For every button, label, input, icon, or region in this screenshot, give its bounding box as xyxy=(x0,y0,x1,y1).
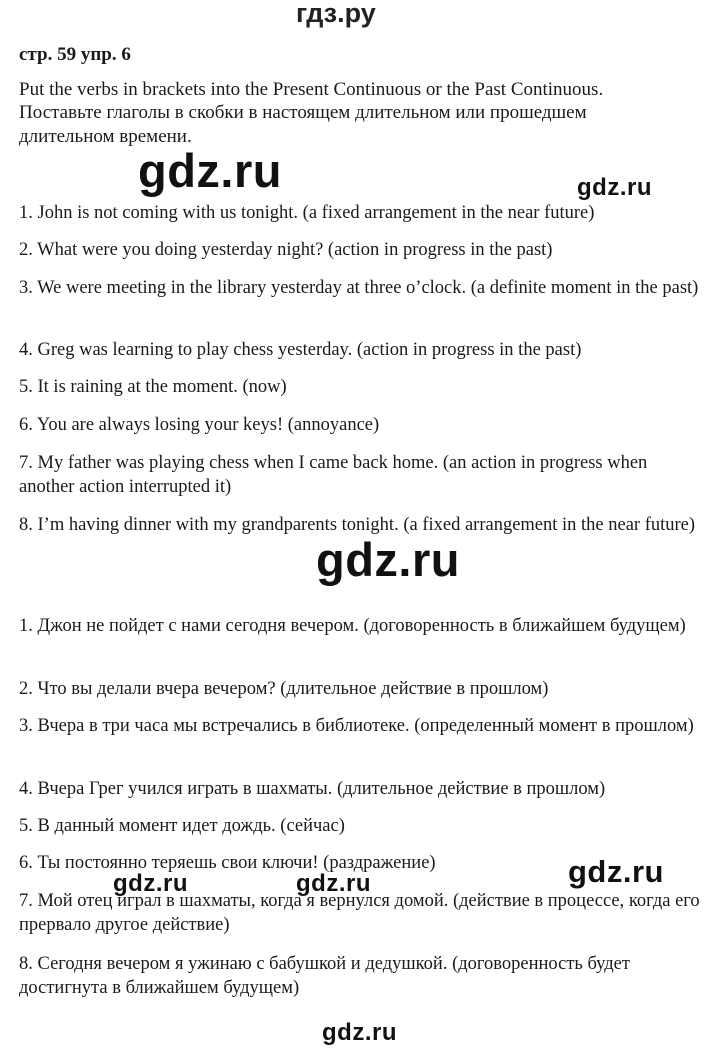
watermark-small-3: gdz.ru xyxy=(296,870,371,897)
answer-ru-4: 4. Вчера Грег учился играть в шахматы. (длительное действие в прошлом) xyxy=(19,779,606,799)
answer-en-5: 5. It is raining at the moment. (now) xyxy=(19,377,287,397)
instructions-en: Put the verbs in brackets into the Present Continuous or the Past Continuous. xyxy=(19,79,604,100)
watermark-small-1: gdz.ru xyxy=(577,174,652,201)
site-watermark-top: гдз.ру xyxy=(296,0,376,28)
answer-ru-6: 6. Ты постоянно теряешь свои ключи! (раздражение) xyxy=(19,853,436,873)
answer-ru-2: 2. Что вы делали вчера вечером? (длительное действие в прошлом) xyxy=(19,679,549,699)
answer-en-2: 2. What were you doing yesterday night? (action in progress in the past) xyxy=(19,240,553,260)
answer-ru-7: 7. Мой отец играл в шахматы, когда я вернулся домой. (действие в процессе, когда его прервало другое действие) xyxy=(19,891,700,935)
answer-en-3: 3. We were meeting in the library yesterday at three o’clock. (a definite moment in the past) xyxy=(19,278,699,298)
watermark-large-2: gdz.ru xyxy=(316,533,460,586)
answer-en-4: 4. Greg was learning to play chess yesterday. (action in progress in the past) xyxy=(19,340,582,360)
watermark-medium-1: gdz.ru xyxy=(568,854,664,889)
answer-ru-3: 3. Вчера в три часа мы встречались в библиотеке. (определенный момент в прошлом) xyxy=(19,716,694,736)
watermark-large-1: gdz.ru xyxy=(138,144,282,197)
answer-en-8: 8. I’m having dinner with my grandparents tonight. (a fixed arrangement in the near future) xyxy=(19,515,696,535)
answer-en-6: 6. You are always losing your keys! (annoyance) xyxy=(19,415,380,435)
watermark-bottom: gdz.ru xyxy=(322,1019,397,1046)
watermark-small-2: gdz.ru xyxy=(113,870,188,897)
answer-ru-8: 8. Сегодня вечером я ужинаю с бабушкой и дедушкой. (договоренность будет достигнута в ближайшем будущем) xyxy=(19,954,630,998)
answer-en-1: 1. John is not coming with us tonight. (a fixed arrangement in the near future) xyxy=(19,203,595,223)
answer-en-7: 7. My father was playing chess when I came back home. (an action in progress when another action interrupted it) xyxy=(19,453,648,497)
page-heading: стр. 59 упр. 6 xyxy=(19,44,131,65)
instructions-ru: Поставьте глаголы в скобки в настоящем длительном или прошедшем длительном времени. xyxy=(19,102,587,147)
answer-ru-1: 1. Джон не пойдет с нами сегодня вечером. (договоренность в ближайшем будущем) xyxy=(19,616,686,636)
answer-ru-5: 5. В данный момент идет дождь. (сейчас) xyxy=(19,816,345,836)
